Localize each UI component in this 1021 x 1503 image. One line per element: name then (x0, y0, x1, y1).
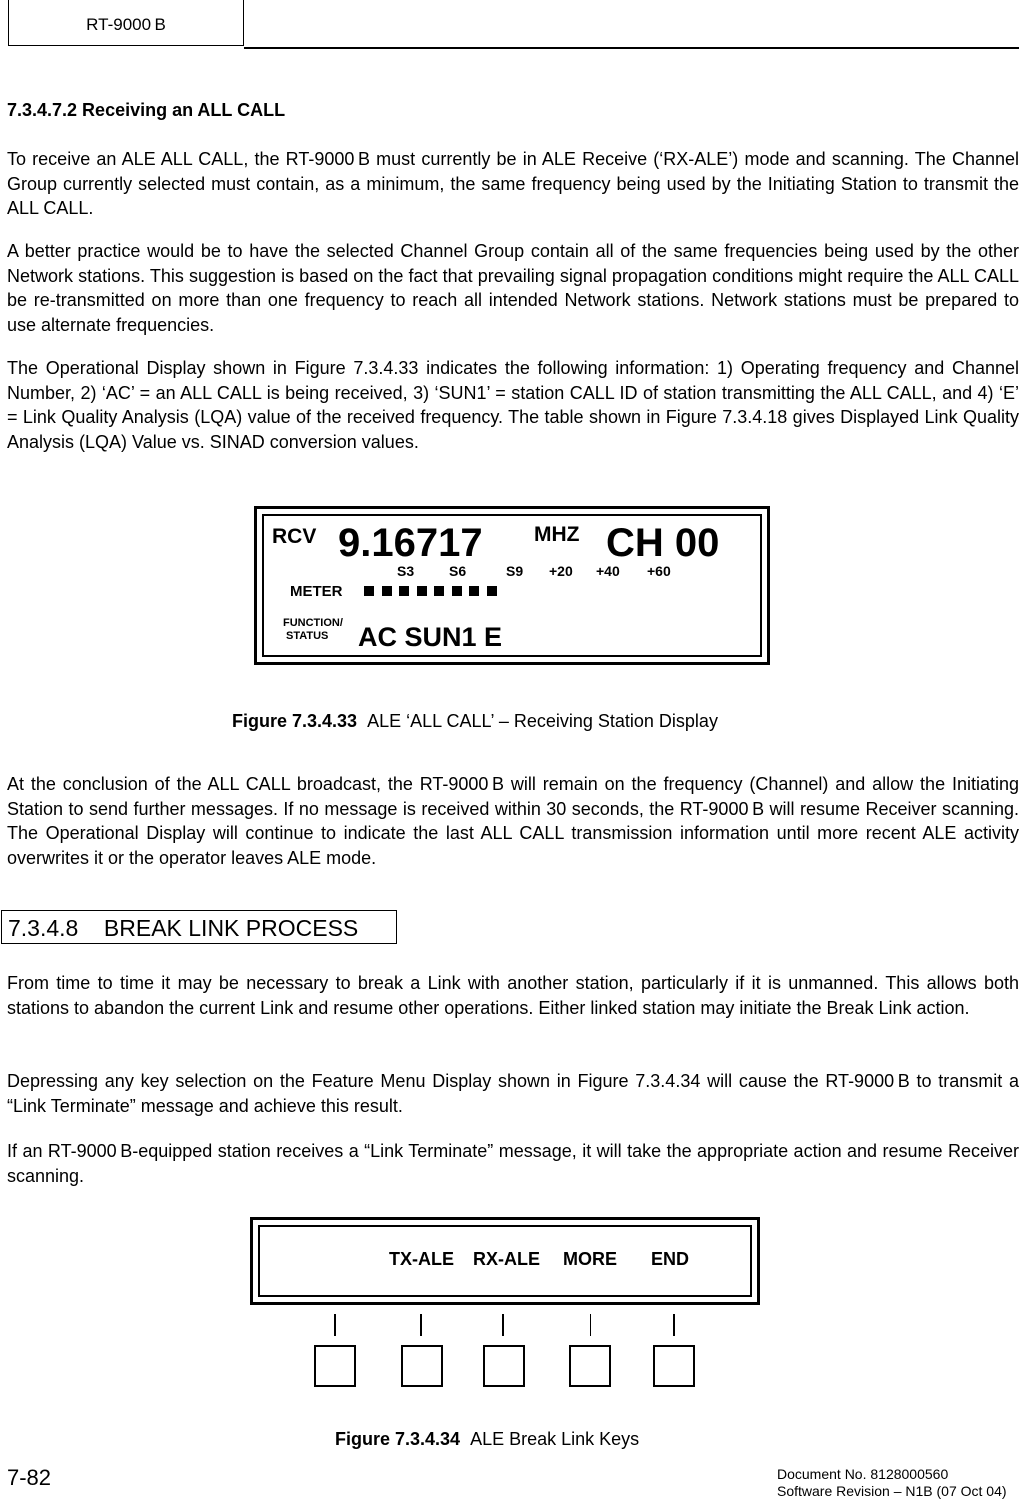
meter-segment (364, 586, 374, 596)
soft-key-2[interactable] (401, 1345, 443, 1387)
meter-label: METER (290, 583, 343, 600)
meter-scale-plus20: +20 (549, 563, 573, 579)
meter-segment (417, 586, 427, 596)
paragraph-5: From time to time it may be necessary to break a Link with another station, particularly if it is unmanned. This allows both stations to abandon the current Link and resume other operations. Either linked station may initiate the Break Link action. (7, 973, 1019, 1018)
soft-key-1[interactable] (314, 1345, 356, 1387)
meter-segment (469, 586, 479, 596)
section-heading: 7.3.4.7.2 Receiving an ALL CALL (7, 100, 286, 120)
soft-key-3[interactable] (483, 1345, 525, 1387)
key-5-connector (673, 1314, 675, 1336)
rcv-label: RCV (272, 525, 317, 548)
key-3-connector (502, 1314, 504, 1336)
figure-1-number: Figure 7.3.4.33 (232, 711, 358, 731)
paragraph-6: Depressing any key selection on the Feature Menu Display shown in Figure 7.3.4.34 will cause the RT-9000 B to transmit a “Link Terminate” message and achieve this result. (7, 1071, 1019, 1116)
meter-scale-plus60: +60 (647, 563, 671, 579)
page-number: 7-82 (7, 1465, 52, 1490)
figure-1-title: ALE ‘ALL CALL’ – Receiving Station Display (367, 711, 718, 731)
status-readout: AC SUN1 E (358, 622, 503, 652)
paragraph-7: If an RT-9000 B-equipped station receives a “Link Terminate” message, it will take the appropriate action and resume Receiver scanning. (7, 1141, 1019, 1186)
soft-key-4[interactable] (569, 1345, 611, 1387)
mhz-label: MHZ (534, 523, 580, 546)
key-2-connector (420, 1314, 422, 1336)
section-title: BREAK LINK PROCESS (103, 915, 359, 941)
meter-segment (452, 586, 462, 596)
status-label: STATUS (286, 630, 329, 642)
soft-key-5[interactable] (653, 1345, 695, 1387)
channel-readout: CH 00 (606, 521, 720, 565)
frequency-readout: 9.16717 (338, 521, 483, 565)
figure-2-title: ALE Break Link Keys (470, 1429, 640, 1449)
paragraph-1: To receive an ALE ALL CALL, the RT-9000 B must currently be in ALE Receive (‘RX-ALE’) mode and scanning. The Channel Group currently selected must contain, as a minimum, the same frequency being used by the Initiating Station to transmit the ALL CALL. (7, 149, 1019, 218)
meter-segment (382, 586, 392, 596)
paragraph-4: At the conclusion of the ALL CALL broadcast, the RT-9000 B will remain on the frequency (Channel) and allow the Initiating Station to send further messages. If no message is received within 30 seconds, the RT-9000 B will resume Receiver scanning. The Operational Display will continue to indicate the last ALL CALL transmission information until more recent ALE activity overwrites it or the operator leaves ALE mode. (7, 774, 1019, 868)
header-rule (244, 47, 1019, 49)
section-number: 7.3.4.8 (8, 915, 79, 941)
software-revision: Software Revision – N1B (07 Oct 04) (777, 1483, 1007, 1499)
menu-option-more: MORE (563, 1249, 617, 1269)
menu-option-rx-ale: RX-ALE (473, 1249, 540, 1269)
paragraph-3: The Operational Display shown in Figure 7.3.4.33 indicates the following information: 1) Operating frequency and Channel Number, 2) ‘AC’ = an ALL CALL is being received, 3) ‘SUN1’ = station CALL ID of station transmitting the ALL CALL, and 4) ‘E’ = Link Quality Analysis (LQA) value of the received frequency. The table shown in Figure 7.3.4.18 gives Displayed Link Quality Analysis (LQA) Value vs. SINAD conversion values. (7, 358, 1019, 452)
menu-option-tx-ale: TX-ALE (389, 1249, 454, 1269)
meter-segment (399, 586, 409, 596)
header-doc-tag: RT-9000 B (8, 0, 244, 46)
meter-scale-plus40: +40 (596, 563, 620, 579)
paragraph-2: A better practice would be to have the selected Channel Group contain all of the same frequencies being used by the other Network stations. This suggestion is based on the fact that prevailing signal propagation conditions might require the ALL CALL be re-transmitted on more than one frequency to reach all intended Network stations. Network stations must be prepared to use alternate frequencies. (7, 241, 1019, 335)
figure-1-caption (232, 711, 718, 732)
meter-scale-s9: S9 (506, 563, 524, 579)
document-number: Document No. 8128000560 (777, 1466, 949, 1482)
function-label: FUNCTION/ (283, 617, 343, 629)
meter-scale-s3: S3 (397, 563, 415, 579)
meter-segment (487, 586, 497, 596)
figure-2-number: Figure 7.3.4.34 (335, 1429, 461, 1449)
meter-scale-s6: S6 (449, 563, 467, 579)
figure-2-caption (335, 1429, 639, 1450)
key-4-connector (590, 1314, 591, 1336)
section-7-3-4-8-heading (1, 910, 397, 944)
key-1-connector (334, 1314, 336, 1336)
meter-segment (434, 586, 444, 596)
menu-option-end: END (651, 1249, 690, 1269)
